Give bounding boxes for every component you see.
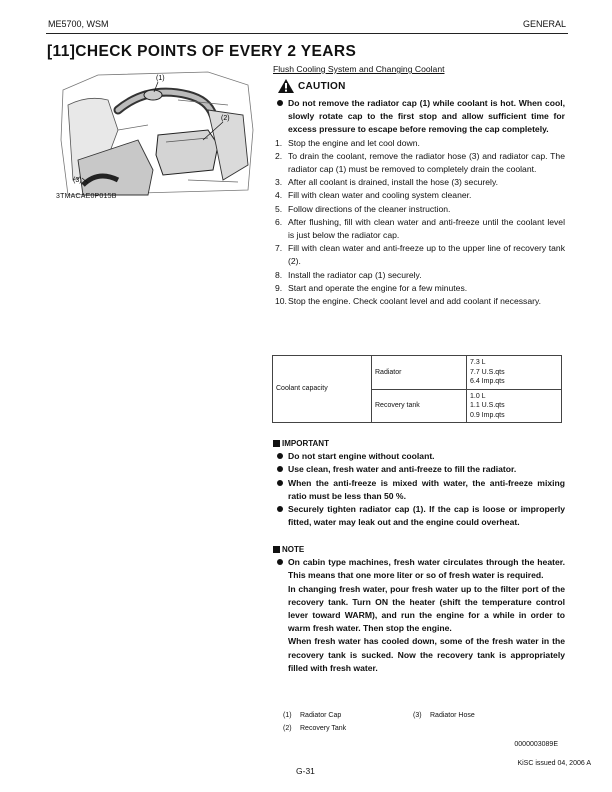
tank-label: Recovery tank	[372, 389, 467, 423]
important-item-3: When the anti-freeze is mixed with water, the anti-freeze mixing ratio must be less than 50 %.	[273, 477, 565, 503]
tank-values: 1.0 L 1.1 U.S.qts 0.9 Imp.qts	[467, 389, 562, 423]
callout-3: (3)	[73, 177, 82, 184]
bullet-icon	[277, 100, 283, 106]
bullet-icon	[277, 559, 283, 565]
engine-photo	[58, 70, 258, 200]
step-5: 5. Follow directions of the cleaner instruction.	[275, 203, 451, 214]
procedure-subtitle: Flush Cooling System and Changing Coolant	[273, 64, 445, 74]
bullet-icon	[277, 466, 283, 472]
caution-text: Do not remove the radiator cap (1) while coolant is hot. When cool, slowly rotate cap to the first stop and allow sufficient time for excess pressure to escape before removing the cap completely.	[273, 97, 565, 137]
figure-caption: 3TMACAE0P015B	[56, 193, 117, 200]
important-heading: IMPORTANT	[273, 437, 565, 450]
square-icon	[273, 440, 280, 447]
header-rule	[46, 33, 568, 34]
bullet-icon	[277, 506, 283, 512]
bullet-icon	[277, 480, 283, 486]
step-8: 8. Install the radiator cap (1) securely.	[275, 269, 422, 280]
caution-heading	[278, 79, 346, 93]
step-1: 1. Stop the engine and let cool down.	[275, 137, 420, 148]
legend-item-1: (1) Radiator Cap	[283, 712, 342, 719]
coolant-capacity-table	[272, 355, 562, 423]
square-icon	[273, 546, 280, 553]
caution-label: CAUTION	[298, 80, 346, 92]
note-block	[273, 543, 565, 675]
header-model: ME5700, WSM	[48, 19, 109, 29]
step-3: 3. After all coolant is drained, install the hose (3) securely.	[275, 177, 499, 188]
page-number: G-31	[296, 766, 315, 776]
step-9: 9. Start and operate the engine for a few minutes.	[275, 282, 468, 293]
radiator-values: 7.3 L 7.7 U.S.qts 6.4 Imp.qts	[467, 356, 562, 390]
note-heading: NOTE	[273, 543, 565, 556]
important-item-2: Use clean, fresh water and anti-freeze to fill the radiator.	[273, 463, 565, 476]
important-item-4: Securely tighten radiator cap (1). If the cap is loose or improperly fitted, water may leak out and the engine could overheat.	[273, 503, 565, 529]
step-2: 2. To drain the coolant, remove the radiator hose (3) and radiator cap. The radiator cap (1) must be removed to completely drain the coolant.	[275, 150, 565, 175]
step-7: 7. Fill with clean water and anti-freeze up to the upper line of recovery tank (2).	[275, 243, 565, 267]
step-10: 10. Stop the engine. Check coolant level and add coolant if necessary.	[275, 296, 542, 307]
important-item-1: Do not start engine without coolant.	[273, 450, 565, 463]
note-para-2: In changing fresh water, pour fresh water up to the filter port of the recovery tank. Turn ON the heater (shift the temperature control lever toward WARM), and run the engine for a while in order to warm fresh water. Then stop the engine.	[288, 583, 565, 634]
bullet-icon	[277, 453, 283, 459]
capacity-label: Coolant capacity	[273, 356, 372, 423]
step-6: 6. After flushing, fill with clean water and anti-freeze until the coolant level is just below the radiator cap.	[275, 216, 565, 241]
issue-info: KiSC issued 04, 2006 A	[517, 760, 591, 767]
radiator-label: Radiator	[372, 356, 467, 390]
step-4: 4. Fill with clean water and cooling system cleaner.	[275, 190, 472, 201]
section-title: [11]CHECK POINTS OF EVERY 2 YEARS	[47, 43, 357, 60]
warning-triangle-icon	[278, 79, 294, 93]
note-para-3: When fresh water has cooled down, some of the fresh water in the recovery tank is sucked. Now the recovery tank is appropriately filled with fresh water.	[288, 636, 565, 673]
callout-1: (1)	[156, 75, 165, 82]
caution-and-steps	[273, 97, 565, 308]
document-number: 0000003089E	[514, 741, 558, 748]
callout-2: (2)	[221, 115, 230, 122]
note-para-1: On cabin type machines, fresh water circulates through the heater. This means that one more liter or so of fresh water is required.	[273, 556, 565, 582]
legend-item-2: (2) Recovery Tank	[283, 725, 347, 732]
important-block	[273, 437, 565, 529]
legend-item-3: (3) Radiator Hose	[413, 712, 475, 719]
header-section: GENERAL	[522, 19, 566, 29]
parts-legend	[283, 709, 543, 735]
